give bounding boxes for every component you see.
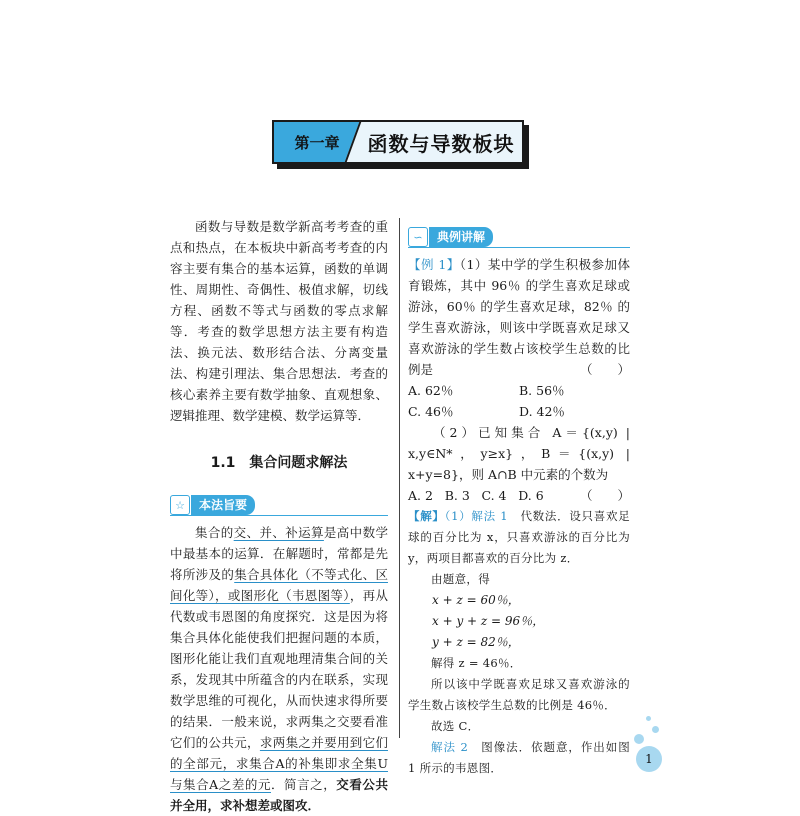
gist-underline-3: 求两集之并要用到它们的全部元，求集合A的补集即求全集U与集合A之差的元 xyxy=(170,735,388,792)
example-question-2: （2）已知集合 A＝{(x,y) | x,y∈N*，y≥x}，B＝{(x,y) | x+y=8}，则 A∩B 中元素的个数为 （ ） xyxy=(408,425,630,503)
equation: x + y + z = 96％， xyxy=(432,614,545,628)
gist-paragraph: 集合的交、并、补运算是高中数学中最基本的运算．在解题时，常都是先将所涉及的集合具体化（不等式化、区间化等），或图形化（韦恩图等），再从代数或韦恩图的角度探究．这是因为将集合具体化能使我们把握问题的本质，图形化能让我们直观地理清集合间的关系，发现其中所蕴含的内在联系，实现数学思维的可视化，从而快速求得所要的结果．一般来说，求两集之交要看准它们的公共元，求两集之并要用到它们的全部元，求集合A的补集即求全集U与集合A之差的元．简言之，交看公共并全用，求补想差或图攻． xyxy=(170,525,388,813)
option: B. 3 xyxy=(444,488,470,503)
chapter-banner xyxy=(272,120,524,164)
option: D. 6 xyxy=(518,488,544,503)
chapter-number: 第一章 xyxy=(274,122,360,162)
equation: x + z = 60％， xyxy=(432,593,520,607)
solution-result: 解得 z = 46％． xyxy=(431,656,522,670)
solution-method-1: 【解】（1）解法 1 代数法．设只喜欢足球的百分比为 x，只喜欢游泳的百分比为 y，两项目都喜欢的百分比为 z． xyxy=(408,509,630,565)
decor-dot xyxy=(634,734,644,744)
example-tag xyxy=(408,227,630,248)
option: C. 4 xyxy=(481,488,507,503)
link-icon: ∽ xyxy=(408,227,428,247)
gist-underline-1: 交、并、补运算 xyxy=(233,525,324,540)
example-tag-label: 典例讲解 xyxy=(429,227,493,247)
left-column xyxy=(170,216,388,816)
star-icon: ☆ xyxy=(170,495,190,515)
option: C. 46％ xyxy=(408,404,454,419)
page-number: 1 xyxy=(636,746,662,772)
solution-given: 由题意，得 xyxy=(431,572,490,586)
options-2 xyxy=(408,485,555,506)
gist-underline-2: 集合具体化（不等式化、区间化等），或图形化（韦恩图等） xyxy=(170,567,388,603)
solution-choice: 故选 C． xyxy=(431,719,480,733)
gist-tag xyxy=(170,495,388,516)
right-column xyxy=(408,227,630,779)
intro-paragraph: 函数与导数是数学新高考考查的重点和热点，在本板块中新高考考查的内容主要有集合的基本运算，函数的单调性、周期性、奇偶性、极值求解，切线方程、函数不等式与函数的零点求解等．考查的数学思想方法主要有构造法、换元法、数形结合法、分离变量法、构建引理法、集合思想法．考查的核心素养主要有数学抽象、直观想象、逻辑推理、数学建模、数学运算等． xyxy=(170,219,388,423)
options-1 xyxy=(408,380,630,422)
option: B. 56％ xyxy=(519,383,565,398)
section-title: 1.1 集合问题求解法 xyxy=(210,455,348,471)
gist-tag-label: 本法旨要 xyxy=(191,495,255,515)
option: D. 42％ xyxy=(519,404,565,419)
example-question-1: 【例 1】（1）某中学的学生积极参加体育锻炼，其中 96％ 的学生喜欢足球或游泳，60％ 的学生喜欢足球，82％ 的学生喜欢游泳，则该中学既喜欢足球又喜欢游泳的学生数占该校学生总数的比例是 （ ） xyxy=(408,257,630,377)
decor-dot xyxy=(652,726,659,733)
chapter-title: 函数与导数板块 xyxy=(367,131,515,156)
equation: y + z = 82％， xyxy=(432,635,520,649)
solution-method-2: 解法 2 图像法．依题意，作出如图 1 所示的韦恩图． xyxy=(408,740,631,775)
solution-label: 【解】 xyxy=(408,509,445,523)
gist-summary: 交看公共并全用，求补想差或图攻． xyxy=(170,777,388,813)
decor-dot xyxy=(646,716,651,721)
column-divider xyxy=(399,218,400,738)
example-label: 【例 1】 xyxy=(408,257,460,272)
option: A. 2 xyxy=(408,488,433,503)
option: A. 62％ xyxy=(408,383,454,398)
solution-conclusion: 所以该中学既喜欢足球又喜欢游泳的学生数占该校学生总数的比例是 46％． xyxy=(408,677,630,712)
